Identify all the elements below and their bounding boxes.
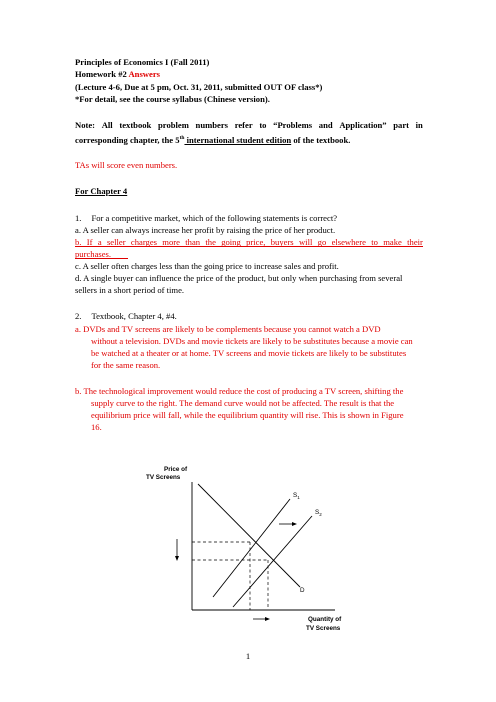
note-word: refer bbox=[234, 120, 253, 130]
note-line-2: corresponding chapter, the 5th international student edition of the textbook. bbox=[75, 134, 351, 145]
q2-answer-b-3: equilibrium price will fall, while the equilibrium quantity will rise. This is shown in Figure bbox=[91, 410, 404, 420]
answer-underline bbox=[75, 246, 423, 247]
supply-demand-chart bbox=[130, 462, 360, 634]
answers-label: Answers bbox=[128, 69, 160, 79]
question-1: 1. For a competitive market, which of the following statements is correct? bbox=[75, 213, 338, 223]
answer-word: price, bbox=[246, 237, 266, 247]
note-word: textbook bbox=[119, 120, 152, 130]
note-word: part bbox=[393, 120, 410, 130]
s1-label: $S_1$ bbox=[293, 492, 300, 500]
answer-word: seller bbox=[106, 237, 126, 247]
note-word: in bbox=[415, 120, 423, 130]
q1-option-c: c. A seller often charges less than the going price to increase sales and profit. bbox=[75, 261, 339, 271]
answer-word: the bbox=[205, 237, 216, 247]
answer-underline bbox=[75, 258, 128, 259]
q2-answer-b-1: b. The technological improvement would reduce the cost of producing a TV screen, shifting the bbox=[75, 386, 404, 396]
course-title: Principles of Economics I (Fall 2011) bbox=[75, 57, 210, 67]
demand-label: D bbox=[300, 587, 305, 594]
q2-answer-a-3: be watched at a theater or at home. TV screens and movie tickets are likely to be substitutes bbox=[91, 348, 407, 358]
answer-word: b. bbox=[75, 237, 82, 247]
y-axis-label-line-2: TV Screens bbox=[146, 474, 181, 481]
note-word: Note: bbox=[75, 120, 96, 130]
answer-word: to bbox=[371, 237, 378, 247]
answer-word: will bbox=[298, 237, 313, 247]
note-word: All bbox=[101, 120, 113, 130]
price-fall-arrowhead bbox=[175, 556, 179, 561]
question-2: 2. Textbook, Chapter 4, #4. bbox=[75, 311, 177, 321]
quantity-rise-arrowhead bbox=[265, 617, 270, 621]
q1-option-d: d. A single buyer can influence the price of the product, but only when purchasing from several bbox=[75, 273, 403, 283]
x-axis-label-line-2: TV Screens bbox=[306, 625, 341, 632]
answer-word: their bbox=[407, 237, 423, 247]
answer-word: a bbox=[97, 237, 102, 247]
q2-answer-b-2: supply curve to the right. The demand curve would not be affected. The result is that the bbox=[91, 398, 395, 408]
x-axis-label-line-1: Quantity of bbox=[308, 616, 342, 623]
q1-option-b-cont: purchases. bbox=[75, 249, 112, 259]
note-word: “Problems bbox=[273, 120, 313, 130]
homework-title: Homework #2 Answers bbox=[75, 69, 160, 79]
y-axis-label-line-1: Price of bbox=[164, 466, 188, 473]
answer-word: charges bbox=[130, 237, 157, 247]
q2-answer-a-2: without a television. DVDs and movie tickets are likely to be substitutes because a movie can bbox=[91, 336, 413, 346]
q2-answer-a-1: a. DVDs and TV screens are likely to be complements because you cannot watch a DVD bbox=[75, 324, 381, 334]
s2-label: $S_2$ bbox=[315, 509, 322, 517]
demand-curve bbox=[198, 484, 300, 587]
note-line-1 bbox=[75, 119, 423, 131]
answer-word: going bbox=[221, 237, 241, 247]
answer-word: go bbox=[317, 237, 327, 247]
supply-shift-arrowhead bbox=[292, 522, 297, 526]
chapter-heading: For Chapter 4 bbox=[75, 186, 128, 196]
note-word: Application” bbox=[339, 120, 387, 130]
note-word: and bbox=[318, 120, 333, 130]
supply-curve-s1 bbox=[213, 499, 290, 597]
note-word: to bbox=[259, 120, 267, 130]
note-word: numbers bbox=[195, 120, 229, 130]
q2-answer-b-4: 16. bbox=[91, 422, 102, 432]
q1-option-d-cont: sellers in a short period of time. bbox=[75, 285, 185, 295]
q2-answer-a-4: for the same reason. bbox=[91, 360, 161, 370]
detail-note: *For detail, see the course syllabus (Chinese version). bbox=[75, 94, 270, 104]
answer-word: make bbox=[383, 237, 402, 247]
q1-option-a: a. A seller can always increase her profit by raising the price of her product. bbox=[75, 225, 336, 235]
page-number: 1 bbox=[245, 651, 251, 661]
answer-word: If bbox=[86, 237, 93, 247]
lecture-info: (Lecture 4-6, Due at 5 pm, Oct. 31, 2011, submitted OUT OF class*) bbox=[75, 82, 323, 92]
answer-word: more bbox=[162, 237, 180, 247]
answer-word: than bbox=[185, 237, 201, 247]
answer-word: elsewhere bbox=[331, 237, 366, 247]
note-word: problem bbox=[158, 120, 189, 130]
answer-word: buyers bbox=[270, 237, 294, 247]
tas-note: TAs will score even numbers. bbox=[75, 160, 178, 170]
